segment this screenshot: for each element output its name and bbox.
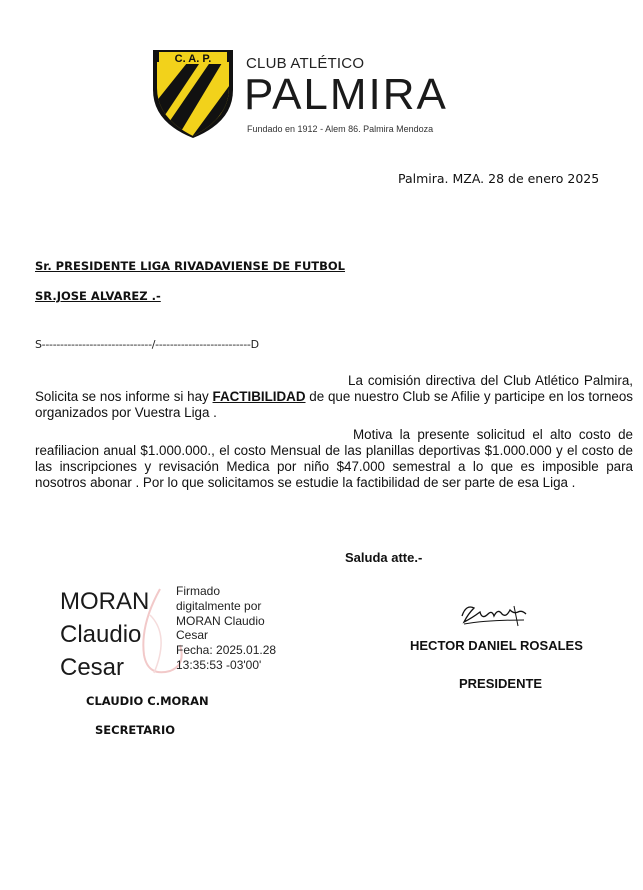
club-prefix: CLUB ATLÉTICO — [246, 55, 365, 72]
letter-date: Palmira. MZA. 28 de enero 2025 — [398, 171, 600, 186]
club-founded-line: Fundado en 1912 - Alem 86. Palmira Mendoza — [247, 124, 434, 134]
signature-detail-line: Cesar — [176, 628, 209, 643]
president-role: PRESIDENTE — [459, 676, 543, 691]
digital-signature-name — [60, 585, 149, 684]
body-paragraph-2 — [35, 427, 633, 491]
club-name: PALMIRA — [244, 70, 448, 119]
signature-detail-line: MORAN Claudio — [176, 613, 265, 628]
signature-name-line: Cesar — [60, 654, 125, 681]
body-p2-text: Motiva la presente solicitud el alto costo de reafiliacion anual $1.000.000., el costo Mensual de las planillas deportivas $1.000.000 y el costo de las inscripciones y revisación Medica por niño $47.000 semestral a lo que es imposible para nosotros abonar . Por lo que solicitamos se estudie la factibilidad de ser parte de esa Liga . — [35, 427, 633, 490]
secretary-role: SECRETARIO — [95, 723, 176, 737]
body-paragraph-1 — [35, 373, 633, 421]
body-p1-highlight: FACTIBILIDAD — [212, 389, 306, 404]
body-p1-lead: La comisión directiva del Club Atlético Palmira, Solicita se nos informe si hay — [35, 373, 633, 404]
addressee-line-1: Sr. PRESIDENTE LIGA RIVADAVIENSE DE FUTBOL — [35, 259, 346, 273]
closing-greeting: Saluda atte.- — [345, 550, 423, 565]
digital-signature-details — [176, 584, 276, 673]
signature-detail-line: 13:35:53 -03'00' — [176, 657, 262, 672]
signature-name-line: Claudio — [60, 621, 142, 648]
shield-initials: C. A. P. — [174, 53, 212, 65]
signature-detail-line: digitalmente por — [176, 598, 262, 613]
addressee-line-2: SR.JOSE ALVAREZ .- — [35, 289, 161, 303]
president-handwritten-signature — [458, 600, 530, 628]
president-name: HECTOR DANIEL ROSALES — [410, 638, 583, 653]
signature-detail-line: Firmado — [176, 584, 221, 598]
body-p1-tail: de que nuestro Club se Afilie y participe en los torneos organizados por Vuestra Liga . — [35, 389, 633, 420]
secretary-name: CLAUDIO C.MORAN — [86, 694, 209, 708]
club-shield-logo — [151, 48, 235, 138]
signature-name-line: MORAN — [60, 588, 150, 615]
signature-detail-line: Fecha: 2025.01.28 — [176, 643, 277, 658]
reference-line: S------------------------------/--------------------------D — [35, 338, 259, 351]
